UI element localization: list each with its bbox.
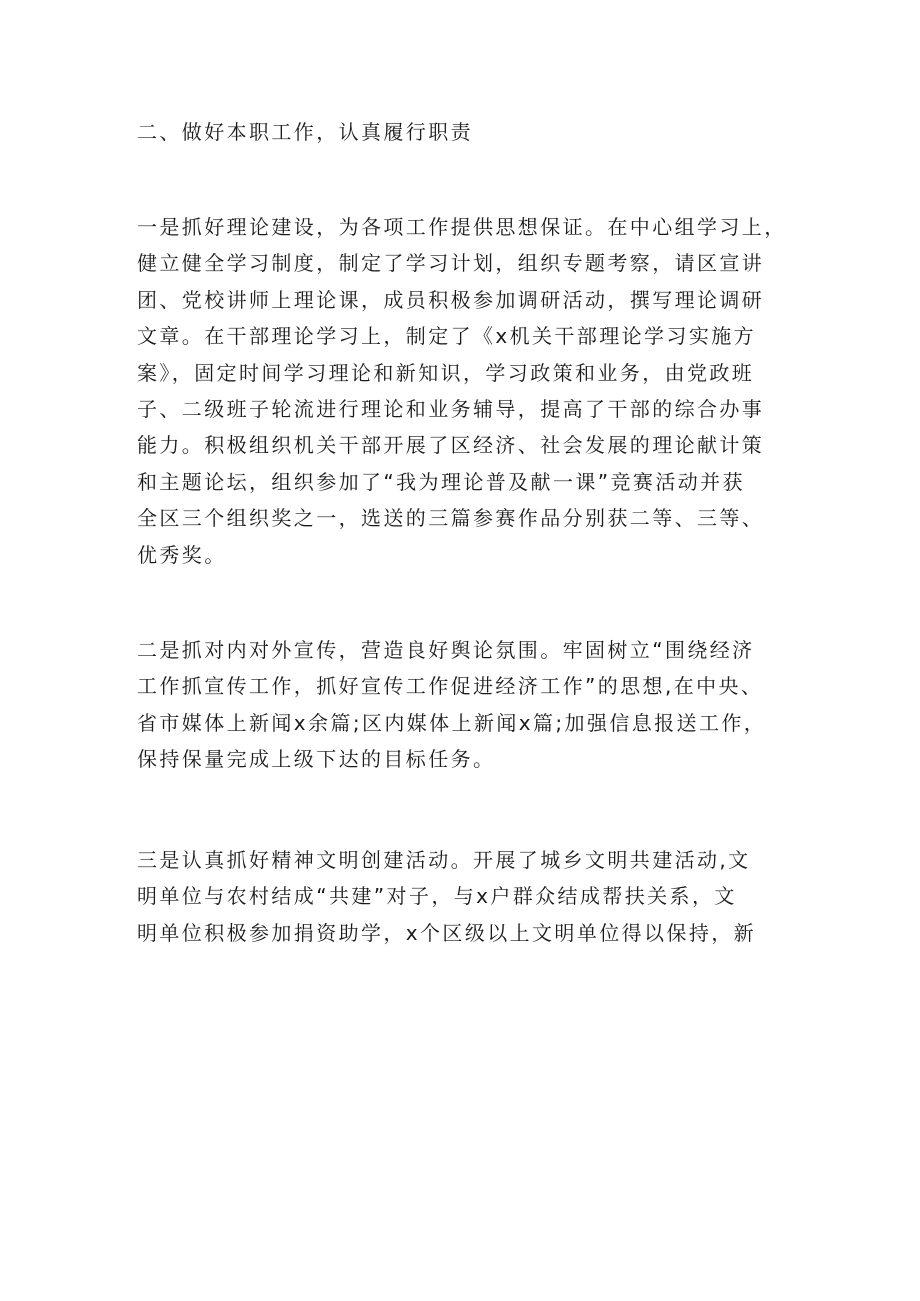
paragraph-civilization-campaign bbox=[137, 842, 802, 951]
text-line: 明单位积极参加捐资助学，x个区级以上文明单位得以保持，新 bbox=[137, 920, 757, 945]
text-line: 团、党校讲师上理论课，成员积极参加调研活动，撰写理论调研 bbox=[137, 287, 765, 312]
text-line: 省市媒体上新闻x余篇;区内媒体上新闻x篇;加强信息报送工作， bbox=[137, 710, 767, 735]
text-line: 三是认真抓好精神文明创建活动。开展了城乡文明共建活动,文 bbox=[137, 847, 751, 872]
text-line: 案》，固定时间学习理论和新知识，学习政策和业务，由党政班 bbox=[137, 360, 755, 385]
paragraph-theory-building bbox=[137, 209, 802, 573]
text-line: 全区三个组织奖之一，选送的三篇参赛作品分别获二等、三等、 bbox=[137, 506, 765, 531]
text-line: 保持保量完成上级下达的目标任务。 bbox=[137, 747, 496, 772]
text-line: 文章。在干部理论学习上，制定了《x机关干部理论学习实施方 bbox=[137, 324, 757, 349]
section-heading: 二、做好本职工作，认真履行职责 bbox=[137, 120, 473, 144]
text-line: 二是抓对内对外宣传，营造良好舆论氛围。牢固树立“围绕经济 bbox=[137, 638, 755, 663]
text-line: 健立健全学习制度，制定了学习计划，组织专题考察，请区宣讲 bbox=[137, 251, 765, 276]
text-line: 子、二级班子轮流进行理论和业务辅导，提高了干部的综合办事 bbox=[137, 397, 765, 422]
paragraph-publicity bbox=[137, 632, 802, 778]
text-line: 一是抓好理论建设，为各项工作提供思想保证。在中心组学习上， bbox=[137, 215, 787, 239]
text-line: 工作抓宣传工作，抓好宣传工作促进经济工作”的思想,在中央、 bbox=[137, 674, 764, 699]
text-line: 能力。积极组织机关干部开展了区经济、社会发展的理论献计策 bbox=[137, 433, 765, 458]
document-body bbox=[137, 110, 802, 951]
text-line: 明单位与农村结成“共建”对子，与x户群众结成帮扶关系，文 bbox=[137, 884, 737, 909]
text-line: 优秀奖。 bbox=[137, 542, 227, 567]
text-line: 和主题论坛，组织参加了“我为理论普及献一课”竞赛活动并获 bbox=[137, 469, 745, 494]
